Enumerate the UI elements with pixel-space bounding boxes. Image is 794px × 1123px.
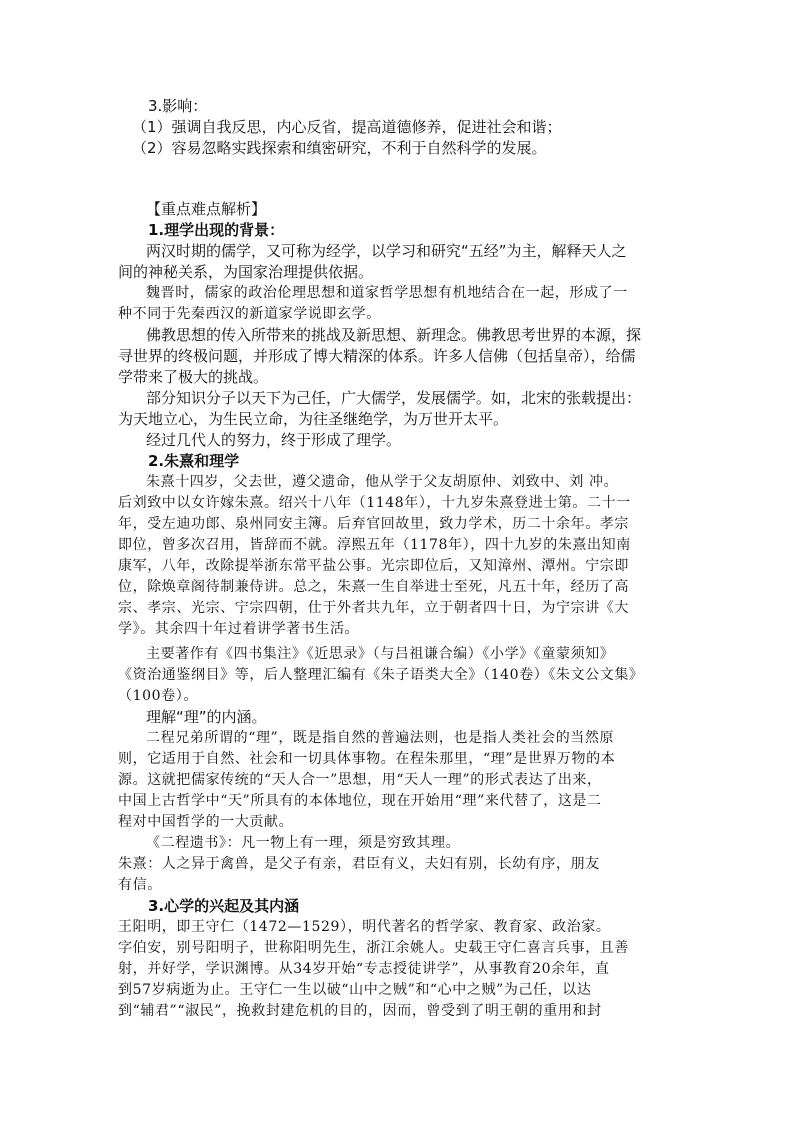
paragraph-line: 中国上古哲学中“天”所具有的本体地位，现在开始用“理”来代替了，这是二: [118, 793, 602, 809]
section-heading-xinxue: 3.心学的兴起及其内涵: [148, 897, 300, 915]
paragraph-line: 则，它适用于自然、社会和一切具体事物。在程朱那里，“理”是世界万物的本: [118, 751, 616, 767]
influence-item-2: （2）容易忽略实践探索和缜密研究，不利于自然科学的发展。: [132, 139, 547, 157]
paragraph-line: 位，除焕章阁待制兼侍讲。总之，朱熹一生自举进士至死，凡五十年，经历了高: [118, 579, 629, 595]
paragraph-line: 年，受左迪功郎、泉州同安主簿。后弃官回故里，致力学术，历二十余年。孝宗: [118, 516, 629, 532]
paragraph-line: 后刘致中以女许嫁朱熹。绍兴十八年（1148年），十九岁朱熹登进士第。二十一: [118, 495, 631, 511]
paragraph-line: 王阳明，即王守仁（1472—1529），明代著名的哲学家、教育家、政治家。: [118, 919, 611, 935]
paragraph-line: 理解“理”的内涵。: [146, 708, 267, 726]
influence-title: 3.影响：: [148, 97, 208, 115]
paragraph-line: 学带来了极大的挑战。: [118, 368, 269, 386]
paragraph-line: 部分知识分子以天下为己任，广大儒学，发展儒学。如，北宋的张载提出：: [146, 389, 642, 407]
section-heading-background: 1.理学出现的背景：: [148, 221, 285, 239]
paragraph-line: 《二程遗书》：凡一物上有一理，须是穷致其理。: [146, 835, 461, 851]
analysis-header: 【重点难点解析】: [146, 200, 267, 218]
paragraph-line: 即位，曾多次召用，皆辞而不就。淳熙五年（1178年），四十九岁的朱熹出知南: [118, 537, 631, 553]
influence-item-1: （1）强调自我反思，内心反省，提高道德修养，促进社会和谐；: [132, 118, 562, 136]
paragraph-line: 学》。其余四十年过着讲学著书生活。: [118, 621, 360, 637]
paragraph-line: 经过几代人的努力，终于形成了理学。: [146, 431, 402, 449]
paragraph-line: 主要著作有《四书集注》《近思录》（与吕祖谦合编）《小学》《童蒙须知》: [146, 646, 615, 662]
paragraph-line: 字伯安，别号阳明子，世称阳明先生，浙江余姚人。史载王守仁喜言兵事，且善: [118, 940, 629, 956]
paragraph-line: 宗、孝宗、光宗、宁宗四朝，仕于外者共九年，立于朝者四十日，为宁宗讲《大: [118, 600, 629, 616]
paragraph-line: 二程兄弟所谓的“理”，既是指自然的普遍法则，也是指人类社会的当然原: [146, 730, 615, 746]
paragraph-line: 种不同于先秦西汉的新道家学说即玄学。: [118, 306, 381, 322]
paragraph-line: 朱熹：人之异于禽兽，是父子有亲，君臣有义，夫妇有别，长幼有序，朋友: [118, 856, 600, 872]
paragraph-line: 朱熹十四岁，父去世，遵父遗命，他从学于父友胡原仲、刘致中、刘 冲。: [146, 474, 619, 490]
paragraph-line: 为天地立心，为生民立命，为往圣继绝学，为万世开太平。: [118, 410, 509, 428]
paragraph-line: 两汉时期的儒学，又可称为经学，以学习和研究“五经”为主，解释天人之: [146, 242, 627, 260]
paragraph-line: 源。这就把儒家传统的“天人合一”思想，用“天人一理”的形式表达了出来，: [118, 772, 602, 788]
section-heading-zhuxi: 2.朱熹和理学: [148, 452, 240, 470]
paragraph-line: 《资治通鉴纲目》等，后人整理汇编有《朱子语类大全》（140卷）《朱文公文集》: [118, 667, 644, 683]
paragraph-line: 到57岁病逝为止。王守仁一生以破“山中之贼”和“心中之贼”为己任，以达: [118, 982, 592, 998]
paragraph-line: 程对中国哲学的一大贡献。: [118, 814, 294, 830]
paragraph-line: 到“辅君”“淑民”，挽救封建危机的目的，因而，曾受到了明王朝的重用和封: [118, 1003, 602, 1019]
paragraph-line: 射，并好学，学识渊博。从34岁开始“专志授徒讲学”，从事教育20余年，直: [118, 961, 610, 977]
paragraph-line: 有信。: [118, 877, 162, 893]
paragraph-line: （100卷）。: [118, 688, 198, 704]
document-page: [118, 96, 686, 1022]
paragraph-line: 间的神秘关系，为国家治理提供依据。: [118, 263, 374, 281]
paragraph-line: 佛教思想的传入所带来的挑战及新思想、新理念。佛教思考世界的本源，探: [146, 326, 642, 344]
paragraph-line: 寻世界的终极问题，并形成了博大精深的体系。许多人信佛（包括皇帝），给儒: [118, 347, 636, 365]
paragraph-line: 康军，八年，改除提举浙东常平盐公事。光宗即位后，又知漳州、潭州。宁宗即: [118, 558, 629, 574]
paragraph-line: 魏晋时，儒家的政治伦理思想和道家哲学思想有机地结合在一起，形成了一: [146, 285, 628, 301]
